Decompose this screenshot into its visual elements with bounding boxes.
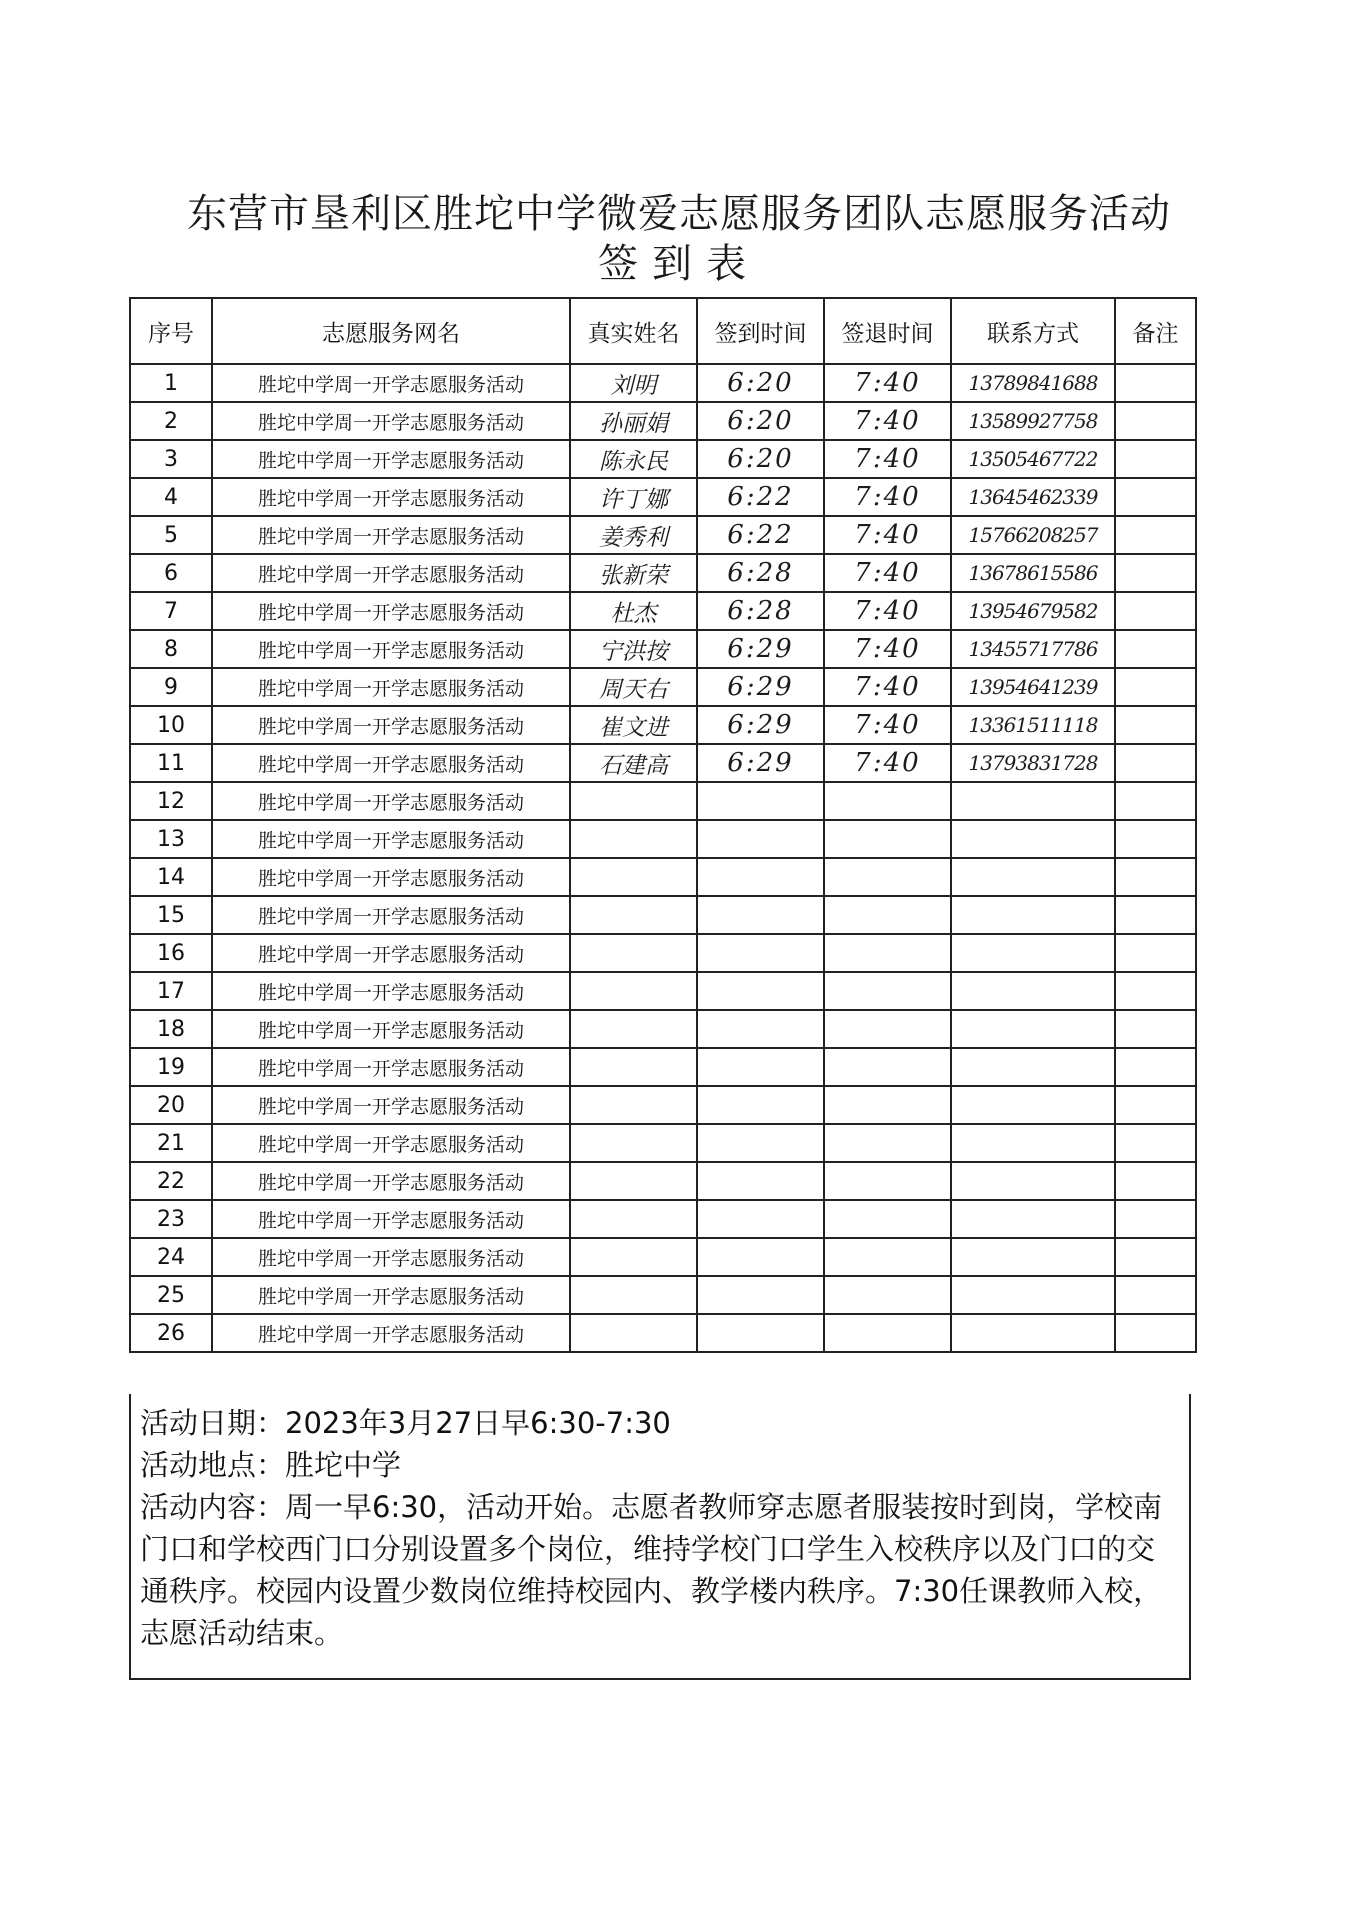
row-real-name: [570, 1200, 697, 1238]
table-row: [130, 1200, 1196, 1238]
row-phone: 13505467722: [951, 440, 1115, 478]
row-phone: [951, 896, 1115, 934]
table-row: [130, 630, 1196, 668]
row-real-name: [570, 782, 697, 820]
document-title: 东营市垦利区胜坨中学微爱志愿服务团队志愿服务活动: [187, 191, 1171, 237]
table-row: [130, 668, 1196, 706]
row-no: 18: [130, 1010, 212, 1048]
table-row: [130, 592, 1196, 630]
row-remark: [1115, 1086, 1196, 1124]
table-row: [130, 1162, 1196, 1200]
row-phone: 13678615586: [951, 554, 1115, 592]
table-row: [130, 820, 1196, 858]
row-real-name: [570, 1086, 697, 1124]
table-row: [130, 782, 1196, 820]
row-real-name: [570, 1314, 697, 1352]
row-no: 3: [130, 440, 212, 478]
row-remark: [1115, 1124, 1196, 1162]
row-no: 23: [130, 1200, 212, 1238]
row-sign-in-time: [697, 820, 824, 858]
row-activity: 胜坨中学周一开学志愿服务活动: [212, 820, 570, 858]
row-sign-in-time: [697, 1086, 824, 1124]
row-phone: 13645462339: [951, 478, 1115, 516]
row-phone: 13589927758: [951, 402, 1115, 440]
row-sign-out-time: [824, 1314, 951, 1352]
row-sign-out-time: 7:40: [824, 706, 951, 744]
row-activity: 胜坨中学周一开学志愿服务活动: [212, 1124, 570, 1162]
row-sign-out-time: 7:40: [824, 402, 951, 440]
table-row: [130, 1010, 1196, 1048]
row-real-name: [570, 858, 697, 896]
row-remark: [1115, 782, 1196, 820]
row-remark: [1115, 1048, 1196, 1086]
header-activity: 志愿服务网名: [212, 298, 570, 364]
row-sign-out-time: [824, 1238, 951, 1276]
row-real-name: 杜杰: [570, 592, 697, 630]
table-row: [130, 934, 1196, 972]
row-no: 26: [130, 1314, 212, 1352]
row-real-name: [570, 1010, 697, 1048]
row-activity: 胜坨中学周一开学志愿服务活动: [212, 1048, 570, 1086]
row-real-name: [570, 1048, 697, 1086]
row-activity: 胜坨中学周一开学志愿服务活动: [212, 706, 570, 744]
row-real-name: [570, 1124, 697, 1162]
row-no: 15: [130, 896, 212, 934]
row-phone: [951, 1086, 1115, 1124]
row-no: 6: [130, 554, 212, 592]
row-no: 14: [130, 858, 212, 896]
row-no: 7: [130, 592, 212, 630]
row-remark: [1115, 478, 1196, 516]
row-activity: 胜坨中学周一开学志愿服务活动: [212, 896, 570, 934]
row-sign-out-time: [824, 820, 951, 858]
row-sign-in-time: [697, 1010, 824, 1048]
row-remark: [1115, 364, 1196, 402]
row-sign-in-time: 6:20: [697, 440, 824, 478]
row-real-name: 周天右: [570, 668, 697, 706]
table-row: [130, 364, 1196, 402]
row-real-name: [570, 1162, 697, 1200]
table-row: [130, 1086, 1196, 1124]
row-no: 20: [130, 1086, 212, 1124]
row-no: 21: [130, 1124, 212, 1162]
row-no: 5: [130, 516, 212, 554]
row-phone: [951, 1314, 1115, 1352]
row-no: 13: [130, 820, 212, 858]
row-real-name: 刘明: [570, 364, 697, 402]
header-sign-out: 签退时间: [824, 298, 951, 364]
table-row: [130, 744, 1196, 782]
row-sign-out-time: 7:40: [824, 744, 951, 782]
table-row: [130, 1314, 1196, 1352]
row-activity: 胜坨中学周一开学志愿服务活动: [212, 1162, 570, 1200]
row-real-name: 石建高: [570, 744, 697, 782]
row-activity: 胜坨中学周一开学志愿服务活动: [212, 1276, 570, 1314]
table-header-row: [130, 298, 1196, 364]
row-sign-out-time: [824, 1162, 951, 1200]
row-sign-out-time: 7:40: [824, 668, 951, 706]
table-row: [130, 972, 1196, 1010]
row-remark: [1115, 592, 1196, 630]
row-remark: [1115, 630, 1196, 668]
row-no: 17: [130, 972, 212, 1010]
row-phone: [951, 782, 1115, 820]
row-activity: 胜坨中学周一开学志愿服务活动: [212, 440, 570, 478]
row-phone: [951, 1238, 1115, 1276]
row-real-name: [570, 896, 697, 934]
row-remark: [1115, 896, 1196, 934]
row-activity: 胜坨中学周一开学志愿服务活动: [212, 668, 570, 706]
table-row: [130, 516, 1196, 554]
row-phone: [951, 972, 1115, 1010]
activity-location: 活动地点：胜坨中学: [140, 1448, 402, 1482]
row-sign-out-time: 7:40: [824, 630, 951, 668]
row-sign-out-time: [824, 1086, 951, 1124]
row-no: 24: [130, 1238, 212, 1276]
row-remark: [1115, 820, 1196, 858]
row-activity: 胜坨中学周一开学志愿服务活动: [212, 1238, 570, 1276]
row-sign-out-time: 7:40: [824, 592, 951, 630]
row-remark: [1115, 934, 1196, 972]
row-activity: 胜坨中学周一开学志愿服务活动: [212, 934, 570, 972]
row-remark: [1115, 516, 1196, 554]
row-activity: 胜坨中学周一开学志愿服务活动: [212, 478, 570, 516]
row-remark: [1115, 1010, 1196, 1048]
row-sign-in-time: 6:29: [697, 744, 824, 782]
row-remark: [1115, 1314, 1196, 1352]
row-remark: [1115, 972, 1196, 1010]
row-phone: [951, 1200, 1115, 1238]
row-sign-in-time: [697, 1238, 824, 1276]
row-phone: 13954679582: [951, 592, 1115, 630]
row-sign-in-time: 6:29: [697, 706, 824, 744]
table-row: [130, 554, 1196, 592]
row-real-name: 崔文进: [570, 706, 697, 744]
table-row: [130, 1124, 1196, 1162]
row-remark: [1115, 1162, 1196, 1200]
header-phone: 联系方式: [951, 298, 1115, 364]
row-sign-in-time: [697, 972, 824, 1010]
row-no: 8: [130, 630, 212, 668]
row-real-name: 许丁娜: [570, 478, 697, 516]
row-activity: 胜坨中学周一开学志愿服务活动: [212, 554, 570, 592]
row-sign-in-time: [697, 1200, 824, 1238]
row-sign-in-time: [697, 1276, 824, 1314]
row-sign-in-time: [697, 782, 824, 820]
row-real-name: 陈永民: [570, 440, 697, 478]
activity-date: 活动日期：2023年3月27日早6:30-7:30: [140, 1406, 671, 1440]
row-real-name: [570, 820, 697, 858]
row-phone: [951, 858, 1115, 896]
row-phone: [951, 1276, 1115, 1314]
row-activity: 胜坨中学周一开学志愿服务活动: [212, 858, 570, 896]
table-row: [130, 1276, 1196, 1314]
row-sign-in-time: 6:20: [697, 402, 824, 440]
row-real-name: [570, 972, 697, 1010]
row-no: 10: [130, 706, 212, 744]
row-real-name: [570, 934, 697, 972]
row-real-name: 孙丽娟: [570, 402, 697, 440]
row-sign-out-time: [824, 972, 951, 1010]
row-no: 11: [130, 744, 212, 782]
row-sign-in-time: 6:20: [697, 364, 824, 402]
row-sign-in-time: 6:28: [697, 554, 824, 592]
table-row: [130, 858, 1196, 896]
table-row: [130, 1048, 1196, 1086]
row-sign-out-time: [824, 1048, 951, 1086]
row-phone: [951, 1162, 1115, 1200]
row-activity: 胜坨中学周一开学志愿服务活动: [212, 1200, 570, 1238]
row-remark: [1115, 744, 1196, 782]
row-remark: [1115, 1200, 1196, 1238]
row-no: 1: [130, 364, 212, 402]
row-sign-in-time: [697, 858, 824, 896]
row-activity: 胜坨中学周一开学志愿服务活动: [212, 972, 570, 1010]
row-sign-in-time: 6:29: [697, 668, 824, 706]
row-sign-out-time: [824, 1124, 951, 1162]
row-sign-in-time: 6:22: [697, 478, 824, 516]
activity-info: [129, 1394, 1191, 1680]
row-sign-in-time: [697, 1314, 824, 1352]
row-no: 25: [130, 1276, 212, 1314]
row-real-name: 姜秀利: [570, 516, 697, 554]
row-phone: 13789841688: [951, 364, 1115, 402]
row-activity: 胜坨中学周一开学志愿服务活动: [212, 1314, 570, 1352]
row-sign-in-time: 6:22: [697, 516, 824, 554]
row-sign-in-time: [697, 1048, 824, 1086]
row-activity: 胜坨中学周一开学志愿服务活动: [212, 1086, 570, 1124]
row-sign-in-time: 6:29: [697, 630, 824, 668]
table-row: [130, 402, 1196, 440]
document-subtitle: 签到表: [598, 241, 760, 287]
row-sign-out-time: [824, 1200, 951, 1238]
row-real-name: 宁洪按: [570, 630, 697, 668]
row-sign-out-time: 7:40: [824, 364, 951, 402]
row-sign-out-time: 7:40: [824, 478, 951, 516]
row-sign-out-time: 7:40: [824, 440, 951, 478]
row-no: 19: [130, 1048, 212, 1086]
row-remark: [1115, 1276, 1196, 1314]
row-remark: [1115, 668, 1196, 706]
row-remark: [1115, 858, 1196, 896]
header-remark: 备注: [1115, 298, 1196, 364]
activity-content: 活动内容：周一早6:30，活动开始。志愿者教师穿志愿者服装按时到岗，学校南门口和学校西门口分别设置多个岗位，维持学校门口学生入校秩序以及门口的交通秩序。校园内设置少数岗位维持校园内、教学楼内秩序。7:30任课教师入校，志愿活动结束。: [140, 1490, 1163, 1650]
row-activity: 胜坨中学周一开学志愿服务活动: [212, 516, 570, 554]
row-phone: 13954641239: [951, 668, 1115, 706]
row-real-name: [570, 1276, 697, 1314]
row-sign-out-time: [824, 858, 951, 896]
row-sign-in-time: [697, 1124, 824, 1162]
row-sign-out-time: [824, 896, 951, 934]
row-sign-out-time: 7:40: [824, 554, 951, 592]
row-no: 22: [130, 1162, 212, 1200]
row-phone: 13361511118: [951, 706, 1115, 744]
table-row: [130, 478, 1196, 516]
row-phone: [951, 1048, 1115, 1086]
row-remark: [1115, 440, 1196, 478]
row-phone: [951, 934, 1115, 972]
row-sign-in-time: 6:28: [697, 592, 824, 630]
row-activity: 胜坨中学周一开学志愿服务活动: [212, 782, 570, 820]
row-remark: [1115, 554, 1196, 592]
table-row: [130, 896, 1196, 934]
row-phone: 15766208257: [951, 516, 1115, 554]
table-row: [130, 440, 1196, 478]
row-activity: 胜坨中学周一开学志愿服务活动: [212, 402, 570, 440]
row-sign-in-time: [697, 1162, 824, 1200]
row-activity: 胜坨中学周一开学志愿服务活动: [212, 364, 570, 402]
row-sign-out-time: [824, 782, 951, 820]
table-row: [130, 1238, 1196, 1276]
row-sign-out-time: [824, 1276, 951, 1314]
row-activity: 胜坨中学周一开学志愿服务活动: [212, 1010, 570, 1048]
header-sign-in: 签到时间: [697, 298, 824, 364]
row-activity: 胜坨中学周一开学志愿服务活动: [212, 630, 570, 668]
row-sign-out-time: [824, 934, 951, 972]
row-no: 9: [130, 668, 212, 706]
row-phone: [951, 1010, 1115, 1048]
sign-in-table: [129, 297, 1197, 1353]
row-phone: [951, 820, 1115, 858]
row-remark: [1115, 1238, 1196, 1276]
row-phone: [951, 1124, 1115, 1162]
row-remark: [1115, 706, 1196, 744]
row-phone: 13455717786: [951, 630, 1115, 668]
row-no: 12: [130, 782, 212, 820]
row-real-name: [570, 1238, 697, 1276]
row-no: 2: [130, 402, 212, 440]
header-name: 真实姓名: [570, 298, 697, 364]
row-real-name: 张新荣: [570, 554, 697, 592]
table-body: [130, 364, 1196, 1352]
row-sign-out-time: [824, 1010, 951, 1048]
row-sign-in-time: [697, 896, 824, 934]
row-phone: 13793831728: [951, 744, 1115, 782]
header-no: 序号: [130, 298, 212, 364]
row-sign-out-time: 7:40: [824, 516, 951, 554]
row-sign-in-time: [697, 934, 824, 972]
table-row: [130, 706, 1196, 744]
row-no: 4: [130, 478, 212, 516]
row-no: 16: [130, 934, 212, 972]
row-activity: 胜坨中学周一开学志愿服务活动: [212, 592, 570, 630]
row-remark: [1115, 402, 1196, 440]
row-activity: 胜坨中学周一开学志愿服务活动: [212, 744, 570, 782]
